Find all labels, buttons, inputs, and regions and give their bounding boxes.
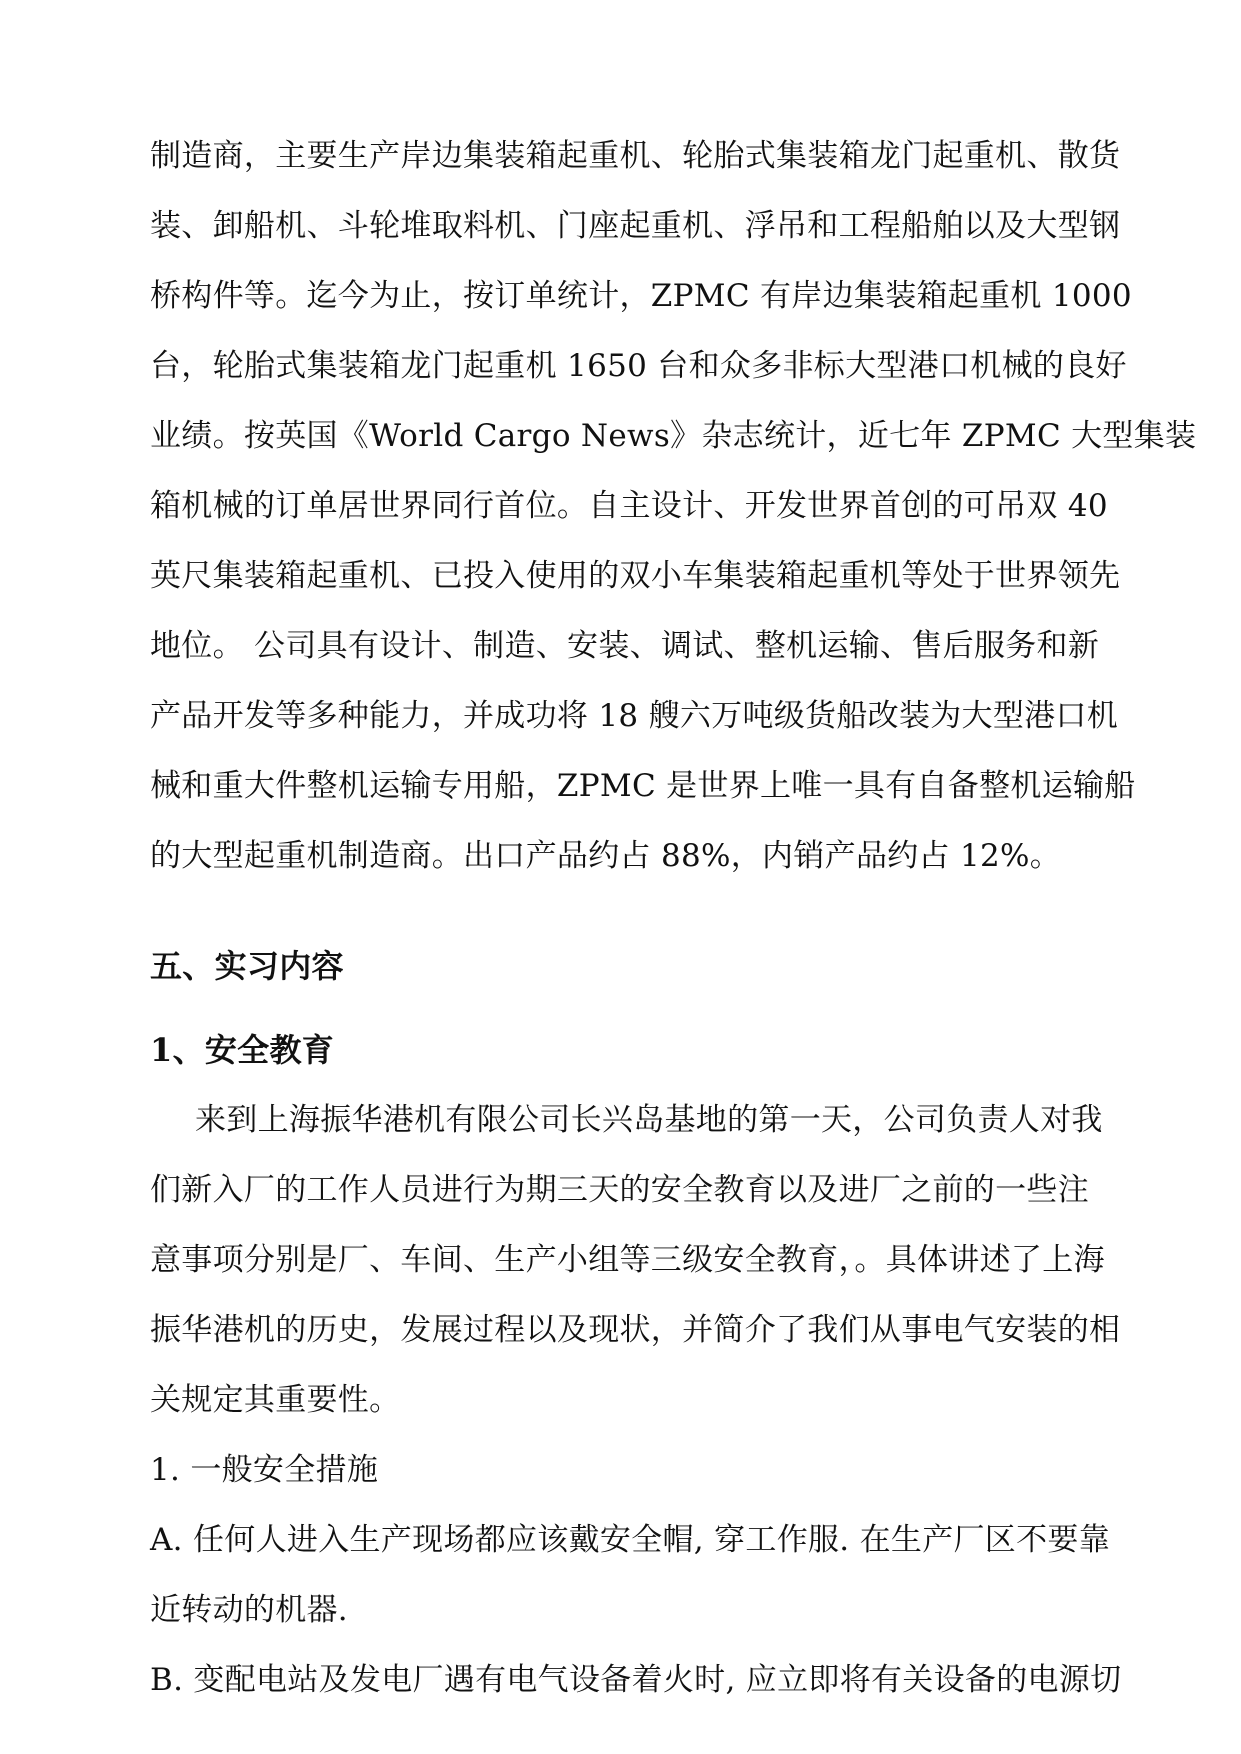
intro-line-9: 产品开发等多种能力，并成功将 18 艘六万吨级货船改装为大型港口机 xyxy=(150,698,1119,734)
item-a-line-1: A. 任何人进入生产现场都应该戴安全帽, 穿工作服. 在生产厂区不要靠 xyxy=(150,1522,1111,1558)
safety-line-3: 意事项分别是厂、车间、生产小组等三级安全教育，。具体讲述了上海 xyxy=(150,1242,1105,1278)
safety-line-4: 振华港机的历史，发展过程以及现状，并简介了我们从事电气安装的相 xyxy=(150,1312,1121,1348)
intro-line-8: 地位。 公司具有设计、制造、安装、调试、整机运输、售后服务和新 xyxy=(150,628,1100,664)
intro-line-6: 箱机械的订单居世界同行首位。自主设计、开发世界首创的可吊双 40 xyxy=(150,488,1108,524)
intro-line-5: 业绩。按英国《World Cargo News》杂志统计，近七年 ZPMC 大型集装 xyxy=(150,418,1197,454)
safety-line-5: 关规定其重要性。 xyxy=(150,1382,401,1418)
safety-line-1: 来到上海振华港机有限公司长兴岛基地的第一天，公司负责人对我 xyxy=(195,1102,1103,1138)
intro-line-3: 桥构件等。迄今为止，按订单统计，ZPMC 有岸边集装箱起重机 1000 xyxy=(150,278,1132,314)
section-heading: 五、实习内容 xyxy=(150,947,344,985)
safety-line-2: 们新入厂的工作人员进行为期三天的安全教育以及进厂之前的一些注 xyxy=(150,1172,1089,1208)
list-title: 1. 一般安全措施 xyxy=(150,1452,379,1488)
intro-line-2: 装、卸船机、斗轮堆取料机、门座起重机、浮吊和工程船舶以及大型钢 xyxy=(150,208,1121,244)
intro-line-10: 械和重大件整机运输专用船，ZPMC 是世界上唯一具有自备整机运输船 xyxy=(150,768,1136,804)
intro-line-1: 制造商，主要生产岸边集装箱起重机、轮胎式集装箱龙门起重机、散货 xyxy=(150,138,1121,174)
intro-line-11: 的大型起重机制造商。出口产品约占 88%，内销产品约占 12%。 xyxy=(150,838,1062,874)
intro-line-4: 台，轮胎式集装箱龙门起重机 1650 台和众多非标大型港口机械的良好 xyxy=(150,348,1127,384)
item-b-line-1: B. 变配电站及发电厂遇有电气设备着火时, 应立即将有关设备的电源切 xyxy=(150,1662,1122,1698)
item-a-line-2: 近转动的机器. xyxy=(150,1592,348,1628)
intro-line-7: 英尺集装箱起重机、已投入使用的双小车集装箱起重机等处于世界领先 xyxy=(150,558,1121,594)
subsection-heading: 1、安全教育 xyxy=(150,1031,335,1069)
